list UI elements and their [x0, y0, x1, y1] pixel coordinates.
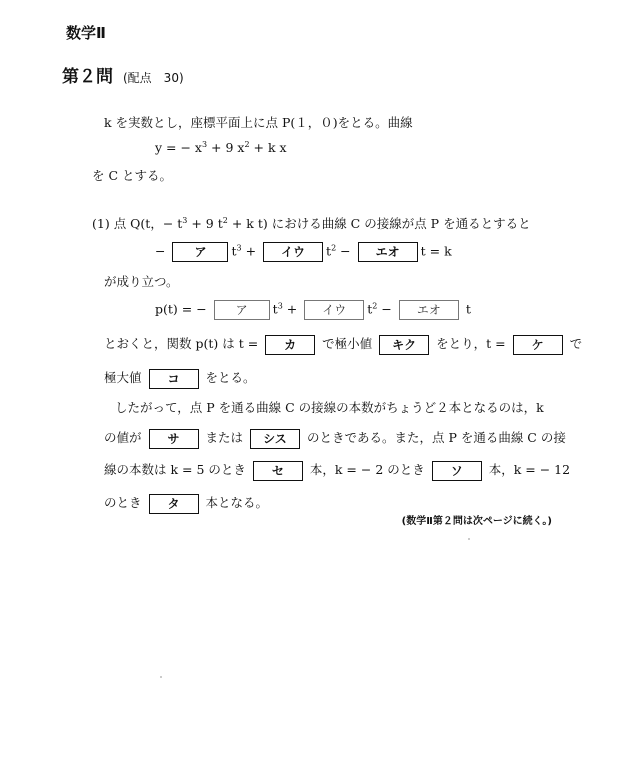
exp-3: 3	[277, 301, 283, 311]
var-t: t	[367, 301, 373, 317]
exp-2: 2	[331, 243, 337, 253]
part1-text-c: + k t) における曲線 C の接線が点 P を通るとすると	[227, 216, 531, 231]
var-t: t	[272, 301, 278, 317]
answer-box-a: ア	[172, 242, 228, 262]
text: の値が	[104, 430, 142, 445]
se-line	[104, 460, 570, 481]
text: または	[205, 430, 243, 445]
question-heading	[62, 62, 184, 87]
eq-tail: t = k	[420, 243, 452, 259]
scan-speck	[160, 676, 162, 678]
text: をとり，t =	[436, 336, 506, 351]
exp-3: 3	[182, 215, 188, 225]
var-t: t	[465, 301, 471, 317]
continued-note: (数学Ⅱ第２問は次ページに続く。)	[401, 516, 552, 527]
curve-part-2: + 9 x	[207, 140, 245, 156]
var-t: t	[326, 243, 332, 259]
answer-box-se: セ	[253, 461, 303, 481]
minus-sign: −	[340, 243, 351, 259]
answer-box-ka: カ	[265, 335, 315, 355]
text: で極小値	[322, 336, 373, 351]
answer-box-so: ソ	[432, 461, 482, 481]
answer-box-shisu: シス	[250, 429, 300, 449]
text: で	[569, 336, 583, 351]
points: (配点 30)	[123, 71, 184, 85]
text: 極大値	[104, 370, 142, 385]
text: 本，k = − 2 のとき	[309, 462, 425, 477]
exp-2: 2	[372, 301, 378, 311]
part1-text-b: + 9 t	[187, 216, 223, 231]
scan-speck	[468, 538, 470, 540]
answer-box-ko: コ	[149, 369, 199, 389]
text: とおくと，関数 p(t) は t =	[104, 336, 259, 351]
curve-equation	[155, 140, 287, 155]
p-def-label: p(t) = −	[155, 301, 207, 317]
ta-line	[104, 493, 268, 514]
exp-3: 3	[201, 140, 208, 149]
text: 本，k = − 12	[488, 462, 571, 477]
minus-sign: −	[155, 243, 166, 259]
text: のとき	[104, 495, 142, 510]
answer-box-iu: イウ	[263, 242, 323, 262]
exp-2: 2	[222, 215, 228, 225]
answer-box-sa: サ	[149, 429, 199, 449]
text: 本となる。	[205, 495, 268, 510]
answer-box-iu-ref: イウ	[304, 300, 364, 320]
var-t: t	[231, 243, 237, 259]
answer-box-eo: エオ	[358, 242, 418, 262]
answer-box-kiku: キク	[379, 335, 429, 355]
maximum-line	[104, 368, 256, 389]
tangent-equation	[155, 242, 452, 262]
answer-box-a-ref: ア	[214, 300, 270, 320]
answer-box-ta: タ	[149, 494, 199, 514]
curve-part-3: + k x	[249, 140, 287, 156]
intro-line-3: を C とする。	[92, 168, 173, 183]
holds-text: が成り立つ。	[104, 274, 179, 289]
exp-3: 3	[236, 243, 242, 253]
extremum-line	[104, 334, 582, 355]
p-definition	[155, 300, 471, 320]
subject-title: 数学Ⅱ	[66, 24, 106, 42]
answer-box-ke: ケ	[513, 335, 563, 355]
plus-sign: +	[245, 243, 257, 259]
question-number: 第２問	[62, 67, 113, 87]
text: 線の本数は k = 5 のとき	[104, 462, 246, 477]
part-number: (1)	[92, 216, 110, 231]
intro-line-1: k を実数とし，座標平面上に点 P(１，０)をとる。曲線	[104, 115, 413, 130]
text: のときである。また，点 P を通る曲線 C の接	[306, 430, 566, 445]
curve-part-1: y = − x	[155, 140, 202, 156]
plus-sign: +	[286, 301, 298, 317]
part1-text-a: 点 Q(t，− t	[113, 216, 183, 231]
part1-intro	[92, 214, 531, 232]
exp-2: 2	[244, 140, 250, 149]
sa-line	[104, 428, 566, 449]
answer-box-eo-ref: エオ	[399, 300, 459, 320]
text: をとる。	[205, 370, 256, 385]
minus-sign: −	[381, 301, 392, 317]
count-line: したがって，点 P を通る曲線 C の接線の本数がちょうど２本となるのは，k	[115, 400, 544, 415]
